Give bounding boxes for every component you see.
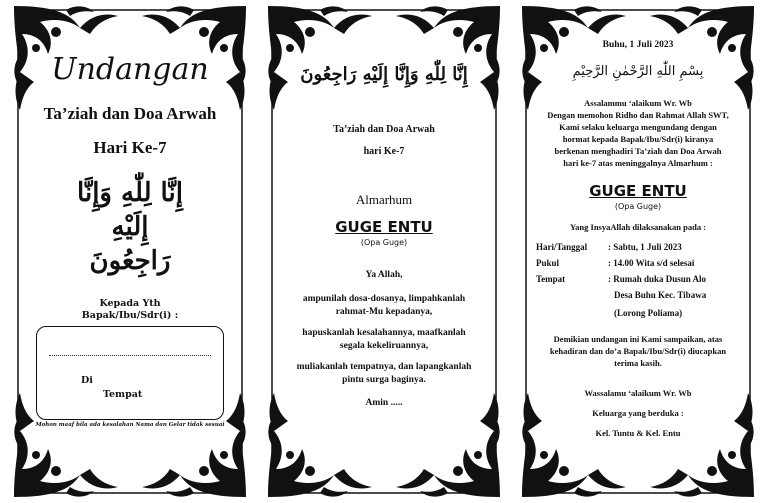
deceased-name: GUGE ENTU (589, 182, 687, 200)
deceased-nickname: (Opa Guge) (360, 238, 408, 247)
wassalam: Wassalamu ‘alaikum Wr. Wb (584, 388, 692, 398)
closing-line-1: Demikian undangan ini Kami sampaikan, atas (553, 334, 723, 344)
cover-footer-note: Mohon maaf bila ada kesalahan Nama dan Gelar tidak sesuai (35, 422, 225, 428)
greeting: Assalammu ‘alaikum Wr. Wb (584, 98, 692, 108)
address-box[interactable] (36, 326, 224, 420)
prayer-line-2a: hapuskanlah kesalahannya, maafkanlah (302, 328, 466, 338)
cover-day: Hari Ke-7 (93, 138, 167, 157)
panel-invitation (516, 0, 760, 503)
event-details (536, 242, 706, 324)
amin: Amin ..... (365, 398, 403, 408)
ya-allah: Ya Allah, (365, 270, 403, 280)
prayer-line-1b: rahmat-Mu kepadanya, (335, 307, 433, 317)
family-names: Kel. Tuntu & Kel. Entu (595, 428, 681, 438)
deceased-nickname: (Opa Guge) (614, 202, 662, 211)
detail-row: Desa Buhu Kec. Tibawa (614, 290, 707, 300)
to-line-2: Bapak/Ibu/Sdr(i) : (81, 310, 179, 321)
prayer-line-1a: ampunilah dosa-dosanya, limpahkanlah (302, 294, 466, 304)
detail-row: (Lorong Poliama) (614, 308, 683, 318)
invitation-date: Buhu, 1 Juli 2023 (602, 40, 674, 50)
intro-line-5: hari ke-7 atas meninggalnya Almarhum : (563, 158, 713, 168)
closing-line-2: kehadiran dan do’a Bapak/Ibu/Sdr(i) diucapkan (549, 346, 727, 356)
detail-row: Pukul : 14.00 Wita s/d selesai (536, 258, 695, 268)
di-label: Di (81, 375, 93, 386)
panel-prayer (262, 0, 506, 503)
bismillah: بِسْمِ اللّٰهِ الرَّحْمٰنِ الرَّحِيْمِ (572, 64, 704, 79)
detail-row: Hari/Tanggal : Sabtu, 1 Juli 2023 (536, 242, 682, 252)
panel-cover (8, 0, 252, 503)
closing-line-3: terima kasih. (614, 358, 662, 368)
detail-row: Tempat : Rumah duka Dusun Alo (536, 274, 707, 284)
arabic-calligraphy: إِنَّا لِلّٰهِ وَإِنَّا إِلَيْهِ رَاجِعُونَ (300, 64, 468, 85)
prayer-day: hari Ke-7 (363, 146, 405, 157)
tempat-label: Tempat (103, 389, 143, 400)
arabic-calligraphy: إِنَّا لِلّٰهِ وَإِنَّا إِلَيْهِ رَاجِعُونَ (77, 178, 183, 276)
intro-line-2: Kami selaku keluarga mengundang dengan (559, 122, 717, 132)
to-line-1: Kepada Yth (99, 298, 161, 309)
held-on: Yang InsyaAllah dilaksanakan pada : (569, 222, 707, 232)
intro-line-4: berkenan menghadiri Ta’ziah dan Doa Arwah (554, 146, 722, 156)
cover-title: Ta’ziah dan Doa Arwah (43, 104, 217, 123)
intro-line-1: Dengan memohon Ridho dan Rahmat Allah SWT, (547, 110, 729, 120)
intro-line-3: hormat kepada Bapak/Ibu/Sdr(i) kiranya (562, 134, 714, 144)
prayer-line-3b: pintu surga baginya. (342, 375, 426, 385)
prayer-title: Ta’ziah dan Doa Arwah (333, 124, 435, 135)
almarhum-label: Almarhum (355, 192, 413, 207)
prayer-line-3a: muliakanlah tempatnya, dan lapangkanlah (296, 362, 472, 372)
family-label: Keluarga yang berduka : (592, 408, 684, 418)
deceased-name: GUGE ENTU (335, 218, 433, 236)
undangan-heading: Undangan (51, 52, 209, 87)
prayer-line-2b: segala kekeliruannya, (339, 341, 429, 351)
address-dotted-line (49, 355, 211, 356)
